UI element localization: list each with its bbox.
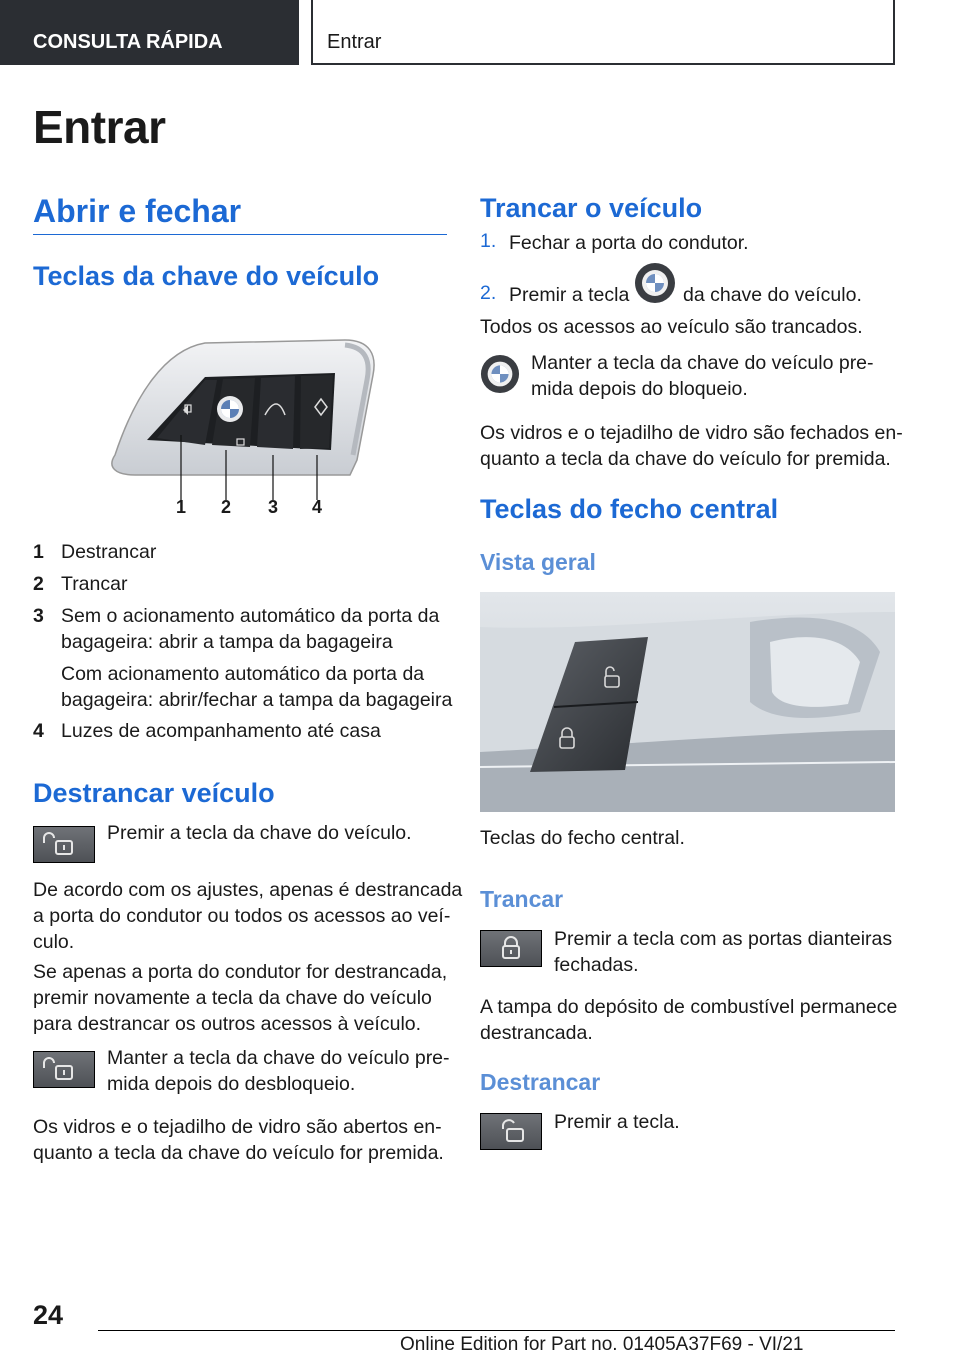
para-close-windows-1: Os vidros e o tejadilho de vidro são fechados en‐ — [480, 422, 903, 444]
figure-label-3: 3 — [268, 497, 279, 517]
heading-overview: Vista geral — [480, 549, 596, 575]
hold-lock-1: Manter a tecla da chave do veículo pre‐ — [531, 352, 874, 374]
figure-label-1: 1 — [176, 497, 187, 517]
page-title: Entrar — [33, 101, 166, 153]
step-text-1: Fechar a porta do condutor. — [509, 232, 749, 254]
heading-central-locking: Teclas do fecho central — [480, 494, 779, 524]
para-settings-3: culo. — [33, 931, 75, 953]
legend-text-1: Destrancar — [61, 541, 157, 563]
lock-text-1: Premir a tecla com as portas dianteiras — [554, 928, 893, 950]
unlock-press-text: Premir a tecla da chave do veículo. — [107, 822, 412, 844]
hold-unlock-1: Manter a tecla da chave do veículo pre‐ — [107, 1047, 450, 1069]
para-close-windows-2: quanto a tecla da chave do veículo for premida. — [480, 448, 891, 470]
legend-num-3: 3 — [33, 605, 44, 627]
step-text-2-pre: Premir a tecla — [509, 284, 630, 306]
para-fuel-1: A tampa do depósito de combustível permanece — [480, 996, 898, 1018]
para-settings-1: De acordo com os ajustes, apenas é destrancada — [33, 879, 463, 901]
heading-open-close: Abrir e fechar — [33, 193, 242, 229]
heading-lock: Trancar — [480, 886, 564, 912]
para-open-windows-1: Os vidros e o tejadilho de vidro são abertos en‐ — [33, 1116, 442, 1138]
figure-label-2: 2 — [221, 497, 232, 517]
figure-label-4: 4 — [312, 497, 323, 517]
bmw-roundel-button-icon — [634, 262, 676, 304]
footer-rule — [98, 1330, 895, 1331]
unlock-button-icon — [33, 826, 95, 863]
figure-caption: Teclas do fecho central. — [480, 827, 685, 849]
door-switch-image — [480, 592, 895, 812]
legend-text-3b-2: bagageira: abrir/fechar a tampa da bagageira — [61, 689, 453, 711]
para-open-windows-2: quanto a tecla da chave do veículo for premida. — [33, 1142, 444, 1164]
unlock-button-icon-3 — [480, 1113, 542, 1150]
lock-text-2: fechadas. — [554, 954, 639, 976]
para-driver-2: premir novamente a tecla da chave do veículo — [33, 987, 432, 1009]
para-settings-2: a porta do condutor ou todos os acessos ao veí‐ — [33, 905, 451, 927]
lock-button-icon — [480, 930, 542, 967]
unlock-press-key-text: Premir a tecla. — [554, 1111, 680, 1133]
header-chapter: Entrar — [311, 0, 895, 65]
para-driver-3: para destrancar os outros acessos à veículo. — [33, 1013, 422, 1035]
car-key-image — [95, 335, 385, 520]
unlock-button-icon-2 — [33, 1051, 95, 1088]
para-driver-1: Se apenas a porta do condutor for destrancada, — [33, 961, 448, 983]
legend-text-3b-1: Com acionamento automático da porta da — [61, 663, 425, 685]
legend-num-1: 1 — [33, 541, 44, 563]
hold-unlock-2: mida depois do desbloqueio. — [107, 1073, 356, 1095]
heading-rule — [33, 234, 447, 235]
step-num-1: 1. — [480, 230, 497, 252]
step-num-2: 2. — [480, 282, 497, 304]
heading-key-buttons: Teclas da chave do veículo — [33, 261, 380, 291]
header-section-tab: CONSULTA RÁPIDA — [0, 0, 299, 65]
legend-text-3a-2: bagageira: abrir a tampa da bagageira — [61, 631, 393, 653]
legend-num-2: 2 — [33, 573, 44, 595]
page-number: 24 — [33, 1300, 64, 1330]
bmw-roundel-button-icon-2 — [480, 354, 520, 394]
para-fuel-2: destrancada. — [480, 1022, 593, 1044]
legend-text-4: Luzes de acompanhamento até casa — [61, 720, 381, 742]
para-all-locked: Todos os acessos ao veículo são trancados. — [480, 316, 863, 338]
heading-unlock-vehicle: Destrancar veículo — [33, 778, 275, 808]
legend-text-3a-1: Sem o acionamento automático da porta da — [61, 605, 440, 627]
footer-edition: Online Edition for Part no. 01405A37F69 - VI/21 — [400, 1334, 804, 1355]
legend-text-2: Trancar — [61, 573, 128, 595]
step-text-2-post: da chave do veículo. — [683, 284, 862, 306]
heading-unlock: Destrancar — [480, 1069, 601, 1095]
hold-lock-2: mida depois do bloqueio. — [531, 378, 748, 400]
heading-lock-vehicle: Trancar o veículo — [480, 193, 703, 223]
legend-num-4: 4 — [33, 720, 44, 742]
